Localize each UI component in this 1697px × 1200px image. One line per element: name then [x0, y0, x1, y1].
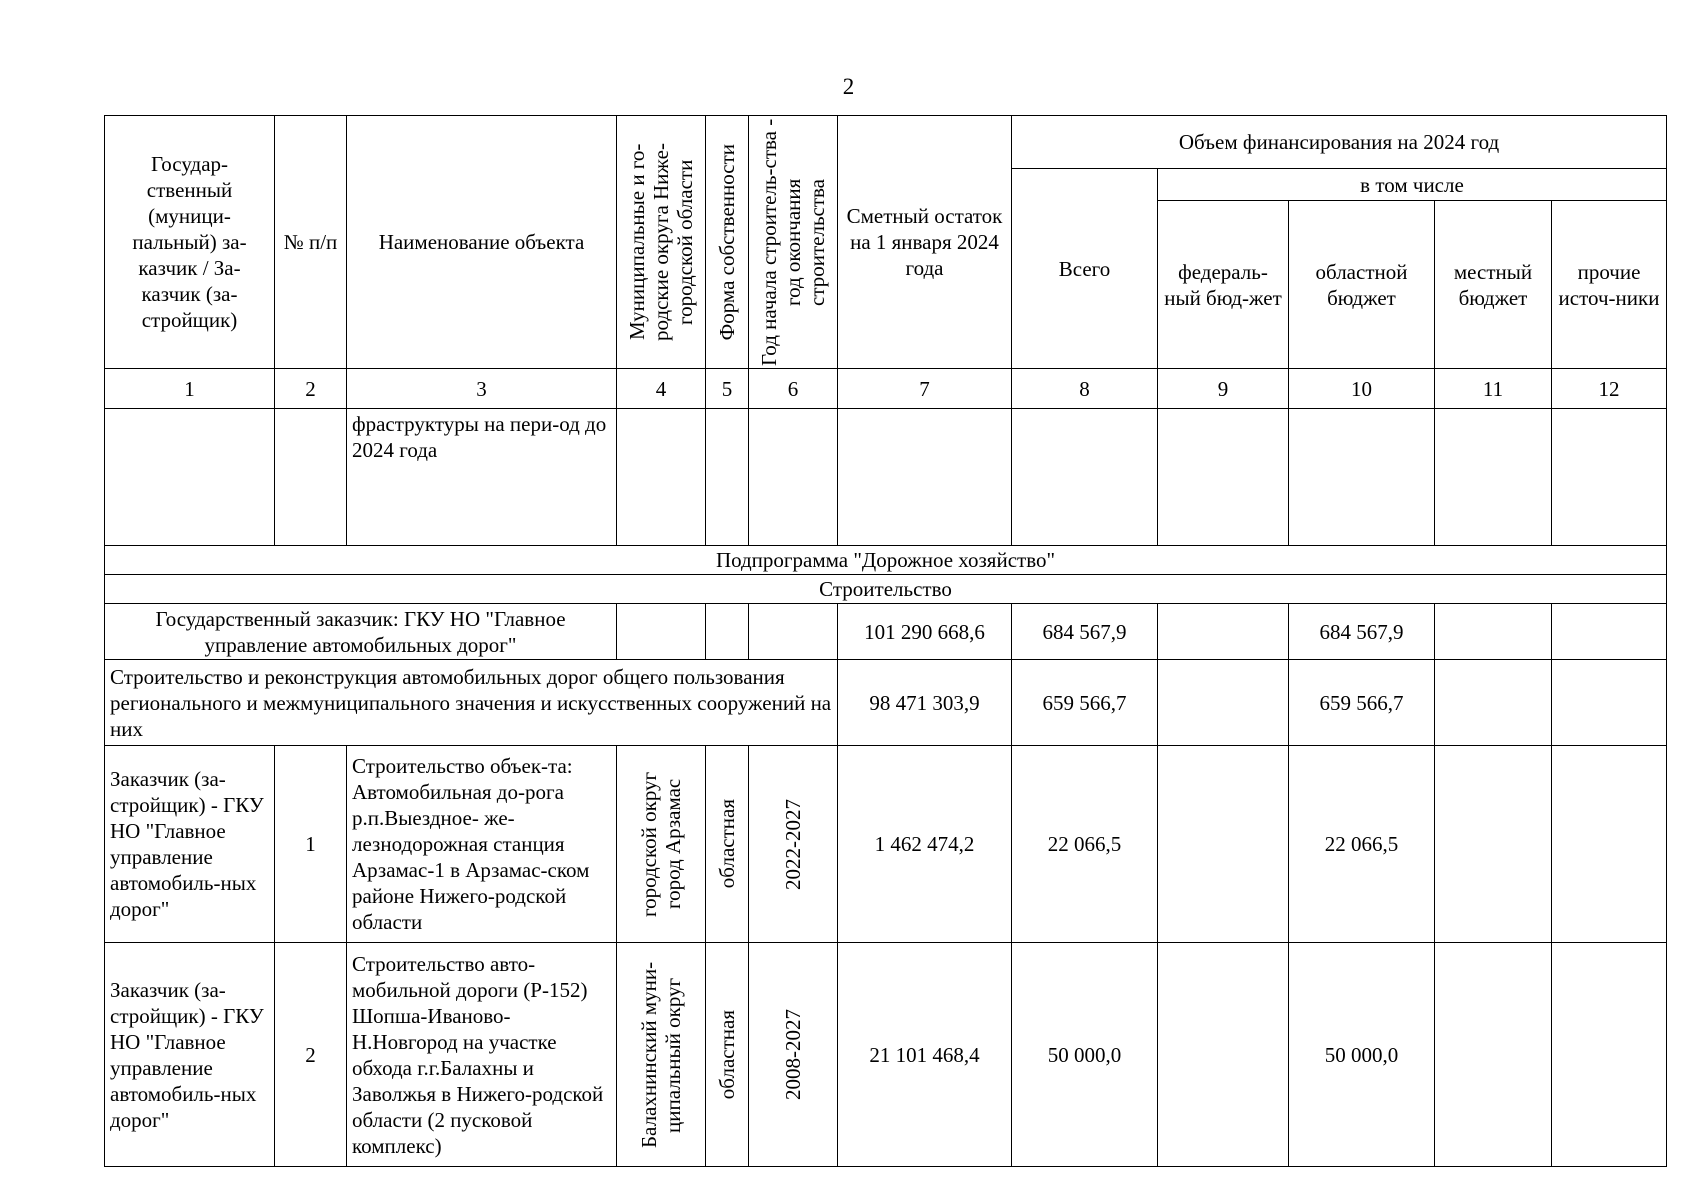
row-ownership: областная	[715, 1009, 739, 1100]
row-other	[1552, 943, 1667, 1167]
column-number: 3	[347, 369, 617, 409]
header-estimate: Сметный остаток на 1 января 2024 года	[838, 116, 1012, 369]
column-number: 7	[838, 369, 1012, 409]
row-federal	[1158, 746, 1289, 943]
column-number: 11	[1435, 369, 1552, 409]
header-object-name: Наименование объекта	[347, 116, 617, 369]
row-regional: 50 000,0	[1289, 943, 1435, 1167]
column-number: 1	[105, 369, 275, 409]
row-customer: Заказчик (за-стройщик) - ГКУ НО "Главное управление автомобиль-ных дорог"	[105, 746, 275, 943]
table-row	[105, 943, 1667, 1167]
row-municipality-cell	[617, 746, 706, 943]
row-regional: 22 066,5	[1289, 746, 1435, 943]
header-municipality: Муниципальные и го-родские округа Ниже-городской области	[625, 143, 697, 341]
category-row	[105, 660, 1667, 746]
row-object-name: Строительство авто-мобильной дороги (Р-152) Шопша-Иваново-Н.Новгород на участке обхода г.г.Балахны и Заволжья в Нижего-родской области (2 пусковой комплекс)	[347, 943, 617, 1167]
section-row	[105, 575, 1667, 604]
row-years: 2022-2027	[781, 798, 805, 890]
header-municipality-cell	[617, 116, 706, 369]
subprogram-row	[105, 546, 1667, 575]
category-total: 659 566,7	[1012, 660, 1158, 746]
header-local: местный бюджет	[1435, 201, 1552, 369]
column-number: 12	[1552, 369, 1667, 409]
table-row	[105, 746, 1667, 943]
row-ownership: областная	[715, 799, 739, 889]
column-number: 4	[617, 369, 706, 409]
row-other	[1552, 746, 1667, 943]
row-estimate: 1 462 474,2	[838, 746, 1012, 943]
column-number: 2	[275, 369, 347, 409]
row-estimate: 21 101 468,4	[838, 943, 1012, 1167]
row-number: 2	[275, 943, 347, 1167]
customer-total: 684 567,9	[1012, 604, 1158, 660]
header-ownership: Форма собственности	[715, 143, 739, 341]
row-municipality-cell	[617, 943, 706, 1167]
row-years: 2008-2027	[781, 1009, 805, 1100]
column-number: 9	[1158, 369, 1289, 409]
row-municipality: городской округ город Арзамас	[637, 771, 685, 917]
continuation-row	[105, 409, 1667, 546]
column-number: 8	[1012, 369, 1158, 409]
header-regional: областной бюджет	[1289, 201, 1435, 369]
row-number: 1	[275, 746, 347, 943]
header-years: Год начала строитель-ства - год окончания строительства	[757, 118, 829, 366]
customer-label: Государственный заказчик: ГКУ НО "Главное управление автомобильных дорог"	[105, 604, 617, 660]
header-years-cell	[749, 116, 838, 369]
row-federal	[1158, 943, 1289, 1167]
header-number: № п/п	[275, 116, 347, 369]
column-number: 6	[749, 369, 838, 409]
row-local	[1435, 746, 1552, 943]
customer-regional: 684 567,9	[1289, 604, 1435, 660]
page-number: 2	[842, 74, 855, 99]
section-title: Строительство	[105, 575, 1667, 604]
column-numbers-row	[105, 369, 1667, 409]
header-ownership-cell	[706, 116, 749, 369]
column-number: 5	[706, 369, 749, 409]
header-customer: Государ-ственный (муници-пальный) за-казчик / За-казчик (за-стройщик)	[105, 116, 275, 369]
header-other: прочие источ-ники	[1552, 201, 1667, 369]
header-row-1	[105, 116, 1667, 169]
row-ownership-cell	[706, 943, 749, 1167]
category-estimate: 98 471 303,9	[838, 660, 1012, 746]
row-municipality: Балахнинский муни-ципальный округ	[637, 961, 685, 1148]
financing-table	[104, 115, 1667, 1167]
category-regional: 659 566,7	[1289, 660, 1435, 746]
row-total: 50 000,0	[1012, 943, 1158, 1167]
header-total: Всего	[1012, 169, 1158, 369]
row-years-cell	[749, 746, 838, 943]
header-federal: федераль-ный бюд-жет	[1158, 201, 1289, 369]
header-including: в том числе	[1158, 169, 1667, 201]
customer-row	[105, 604, 1667, 660]
row-local	[1435, 943, 1552, 1167]
row-years-cell	[749, 943, 838, 1167]
row-ownership-cell	[706, 746, 749, 943]
subprogram-title: Подпрограмма "Дорожное хозяйство"	[105, 546, 1667, 575]
row-object-name: Строительство объек-та: Автомобильная до-рога р.п.Выездное- же-лезнодорожная станция Арзамас-1 в Арзамас-ском районе Нижего-родской области	[347, 746, 617, 943]
continuation-text: фраструктуры на пери-од до 2024 года	[347, 409, 617, 546]
customer-estimate: 101 290 668,6	[838, 604, 1012, 660]
row-total: 22 066,5	[1012, 746, 1158, 943]
category-label: Строительство и реконструкция автомобильных дорог общего пользования регионального и межмуниципального значения и искусственных сооружений на них	[105, 660, 838, 746]
row-customer: Заказчик (за-стройщик) - ГКУ НО "Главное управление автомобиль-ных дорог"	[105, 943, 275, 1167]
header-funding-group: Объем финансирования на 2024 год	[1012, 116, 1667, 169]
column-number: 10	[1289, 369, 1435, 409]
